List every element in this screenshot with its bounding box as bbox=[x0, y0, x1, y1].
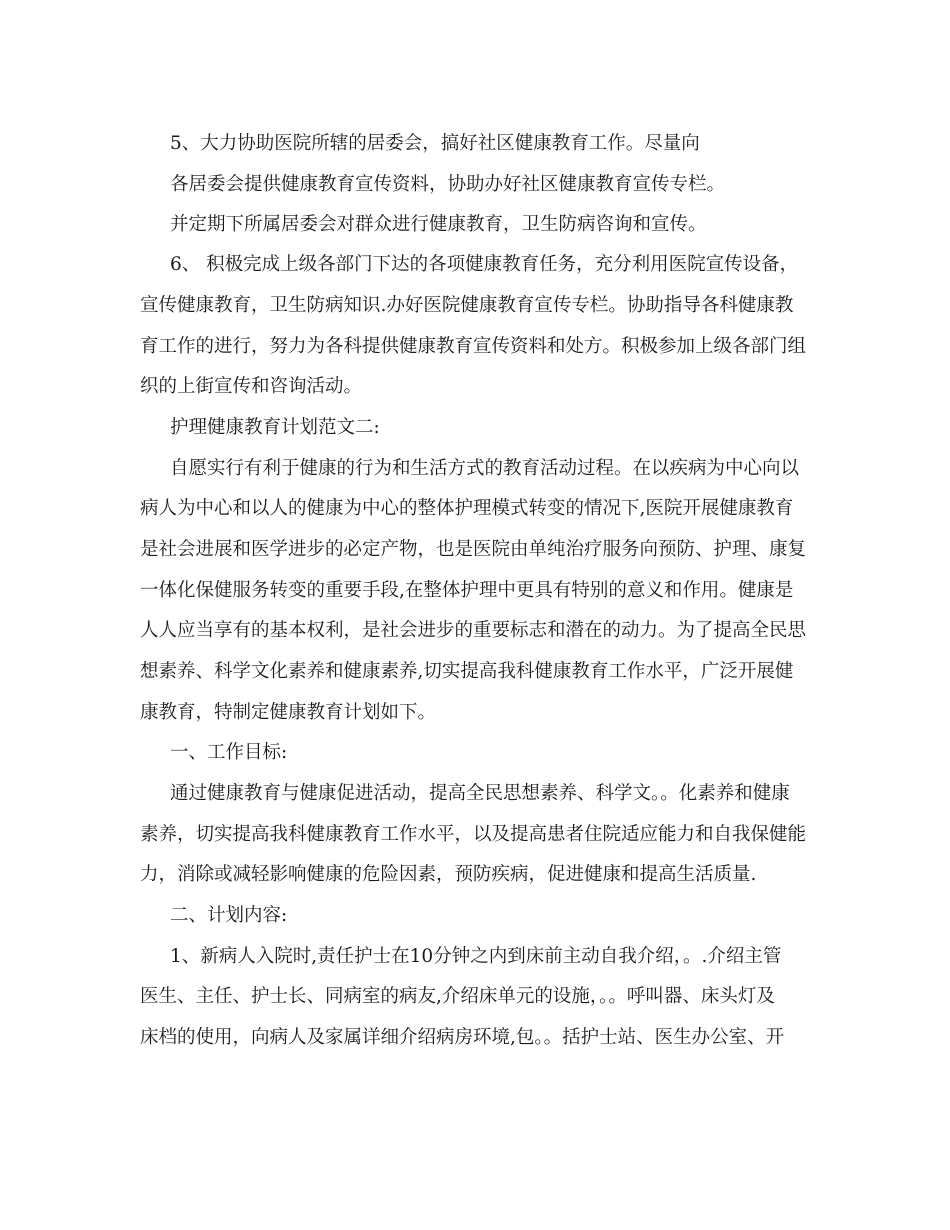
paragraph-line: 想素养、科学文化素养和健康素养,切实提高我科健康教育工作水平，广泛开展健 bbox=[140, 661, 794, 682]
paragraph-line: 床档的使用，向病人及家属详细介绍病房环境,包。。括护士站、医生办公室、开 bbox=[140, 1027, 785, 1048]
paragraph-line: 力，消除或减轻影响健康的危险因素，预防疾病，促进健康和提高生活质量. bbox=[140, 864, 757, 885]
section-heading: 二、计划内容: bbox=[170, 905, 288, 926]
section-heading: 护理健康教育计划范文二: bbox=[170, 417, 380, 438]
paragraph-line: 自愿实行有利于健康的行为和生活方式的教育活动过程。在以疾病为中心向以 bbox=[170, 458, 800, 479]
paragraph-line: 5、大力协助医院所辖的居委会，搞好社区健康教育工作。尽量向 bbox=[170, 133, 700, 154]
paragraph-line: 并定期下所属居委会对群众进行健康教育，卫生防病咨询和宣传。 bbox=[170, 214, 707, 235]
paragraph-line: 一体化保健服务转变的重要手段,在整体护理中更具有特别的意义和作用。健康是 bbox=[140, 580, 794, 601]
paragraph-line: 1、新病人入院时,责任护士在10分钟之内到床前主动自我介绍，。.介绍主管 bbox=[170, 946, 782, 967]
paragraph-line: 6、 积极完成上级各部门下达的各项健康教育任务，充分利用医院宣传设备， bbox=[170, 254, 799, 275]
paragraph-line: 人人应当享有的基本权利，是社会进步的重要标志和潜在的动力。为了提高全民思 bbox=[140, 620, 807, 641]
paragraph-line: 病人为中心和以人的健康为中心的整体护理模式转变的情况下,医院开展健康教育 bbox=[140, 498, 794, 519]
paragraph-line: 织的上街宣传和咨询活动。 bbox=[140, 376, 363, 397]
section-heading: 一、工作目标: bbox=[170, 742, 288, 763]
paragraph-line: 育工作的进行，努力为各科提供健康教育宣传资料和处方。积极参加上级各部门组 bbox=[140, 336, 807, 357]
paragraph-line: 是社会进展和医学进步的必定产物，也是医院由单纯治疗服务向预防、护理、康复 bbox=[140, 539, 807, 560]
paragraph-line: 素养，切实提高我科健康教育工作水平，以及提高患者住院适应能力和自我保健能 bbox=[140, 824, 807, 845]
paragraph-line: 康教育，特制定健康教育计划如下。 bbox=[140, 702, 437, 723]
paragraph-line: 通过健康教育与健康促进活动，提高全民思想素养、科学文。。化素养和健康 bbox=[170, 783, 790, 804]
paragraph-line: 医生、主任、护士长、同病室的病友,介绍床单元的设施，。。呼叫器、床头灯及 bbox=[140, 986, 775, 1007]
paragraph-line: 宣传健康教育，卫生防病知识.办好医院健康教育宣传专栏。协助指导各科健康教 bbox=[140, 295, 794, 316]
paragraph-line: 各居委会提供健康教育宣传资料，协助办好社区健康教育宣传专栏。 bbox=[170, 174, 726, 195]
